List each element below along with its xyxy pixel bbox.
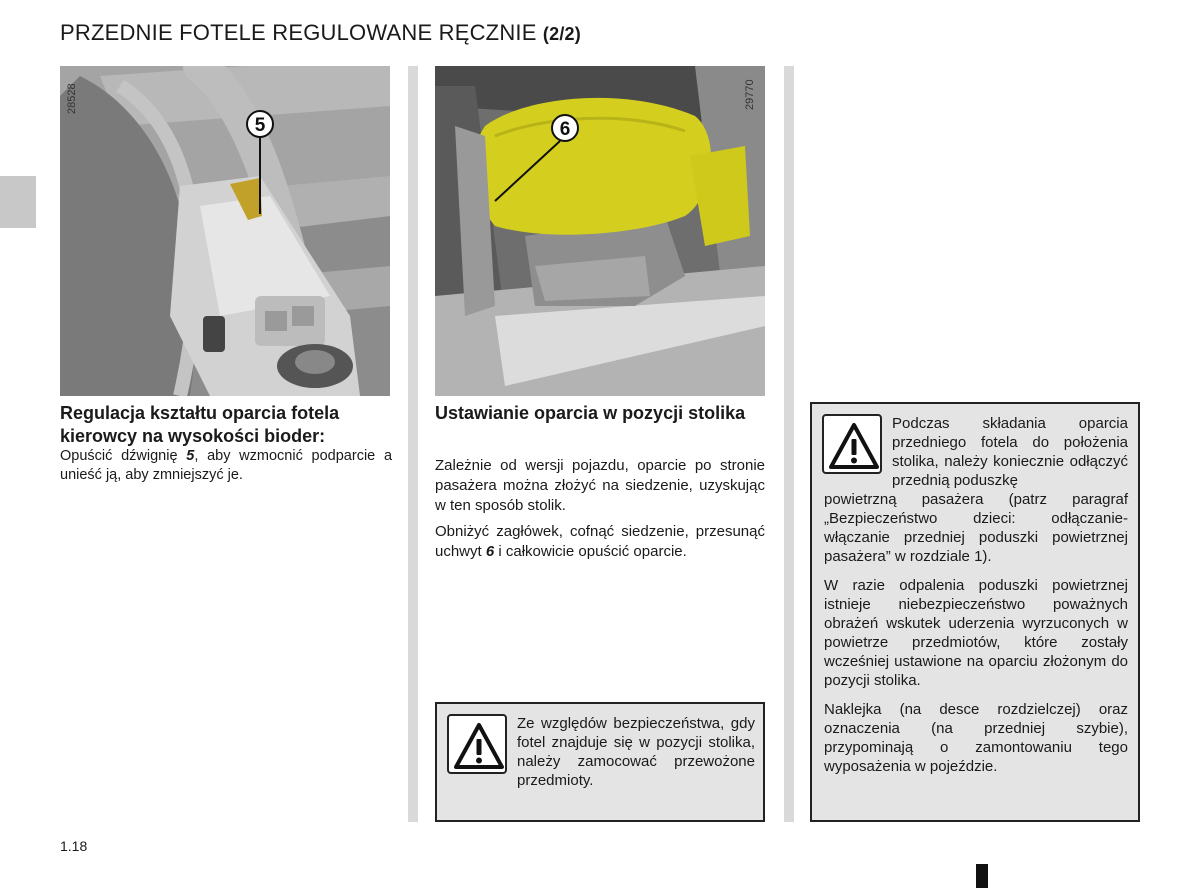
lumbar-lever-illustration bbox=[60, 66, 390, 396]
page-title bbox=[60, 20, 581, 46]
page-title-text: PRZEDNIE FOTELE REGULOWANE RĘCZNIE bbox=[60, 20, 537, 45]
handle-reference: 6 bbox=[485, 543, 495, 560]
column-divider bbox=[408, 66, 418, 822]
lumbar-adjustment-heading: Regulacja kształtu oparcia fotela kierowcy na wysokości bioder: bbox=[60, 403, 340, 446]
warning-box-secure-objects bbox=[435, 702, 765, 822]
warning-triangle-icon bbox=[447, 714, 507, 774]
page-number: 1.18 bbox=[60, 838, 88, 854]
warning-triangle-icon bbox=[822, 414, 882, 474]
warning-text: Ze względów bezpieczeństwa, gdy fotel znajduje się w pozycji stolika, należy zamocować przewożone przedmioty. bbox=[517, 715, 755, 789]
chapter-tab bbox=[0, 176, 36, 228]
text-segment: , aby wzmocnić podparcie a unieść ją, aby zmniejszyć je. bbox=[60, 448, 393, 483]
column-divider bbox=[784, 66, 794, 822]
lever-reference: 5 bbox=[186, 448, 195, 464]
table-position-paragraph: Zależnie od wersji pojazdu, oparcie po stronie pasażera można złożyć na siedzenie, uzyskując w ten sposób stolik. bbox=[435, 457, 765, 514]
table-position-heading: Ustawianie oparcia w pozycji stolika bbox=[435, 403, 746, 423]
page-part-indicator: (2/2) bbox=[542, 24, 581, 44]
warning-text-airbag: powietrzną pasażera (patrz paragraf „Bezpieczeństwo dzieci: odłączanie-włączanie przedniej poduszki powietrznej pasażera” w rozdziale 1). bbox=[824, 491, 1128, 565]
text-segment: i całkowicie opuścić oparcie. bbox=[494, 543, 687, 560]
callout-6: 6 bbox=[559, 119, 571, 140]
text-segment: Obniżyć zagłówek, cofnąć siedzenie, przesunąć uchwyt bbox=[435, 523, 765, 560]
figure-code: 29770 bbox=[744, 79, 756, 110]
page-edge-marker bbox=[976, 864, 988, 888]
warning-text-intro: Podczas składania oparcia przedniego fotela do położenia stolika, należy koniecznie odłączyć przednią poduszkę bbox=[892, 415, 1128, 489]
table-position-instructions bbox=[435, 522, 765, 562]
warning-text-danger: W razie odpalenia poduszki powietrznej istnieje niebezpieczeństwo poważnych obrażeń wskutek uderzenia wyrzuconych w powietrze przedmiotów, które zostały wcześniej ustawione na oparciu złożonym do pozycji stolika. bbox=[824, 577, 1128, 689]
warning-box-airbag bbox=[810, 402, 1140, 822]
folded-seat-illustration bbox=[435, 66, 765, 396]
text-segment: Opuścić dźwignię bbox=[60, 448, 187, 464]
figure-code: 28528 bbox=[66, 83, 78, 114]
callout-5: 5 bbox=[254, 115, 266, 136]
warning-text-sticker: Naklejka (na desce rozdzielczej) oraz oznaczenia (na przedniej szybie), przypominają o zamontowaniu tego wyposażenia w pojeździe. bbox=[824, 701, 1128, 775]
lumbar-adjustment-text bbox=[60, 447, 392, 485]
